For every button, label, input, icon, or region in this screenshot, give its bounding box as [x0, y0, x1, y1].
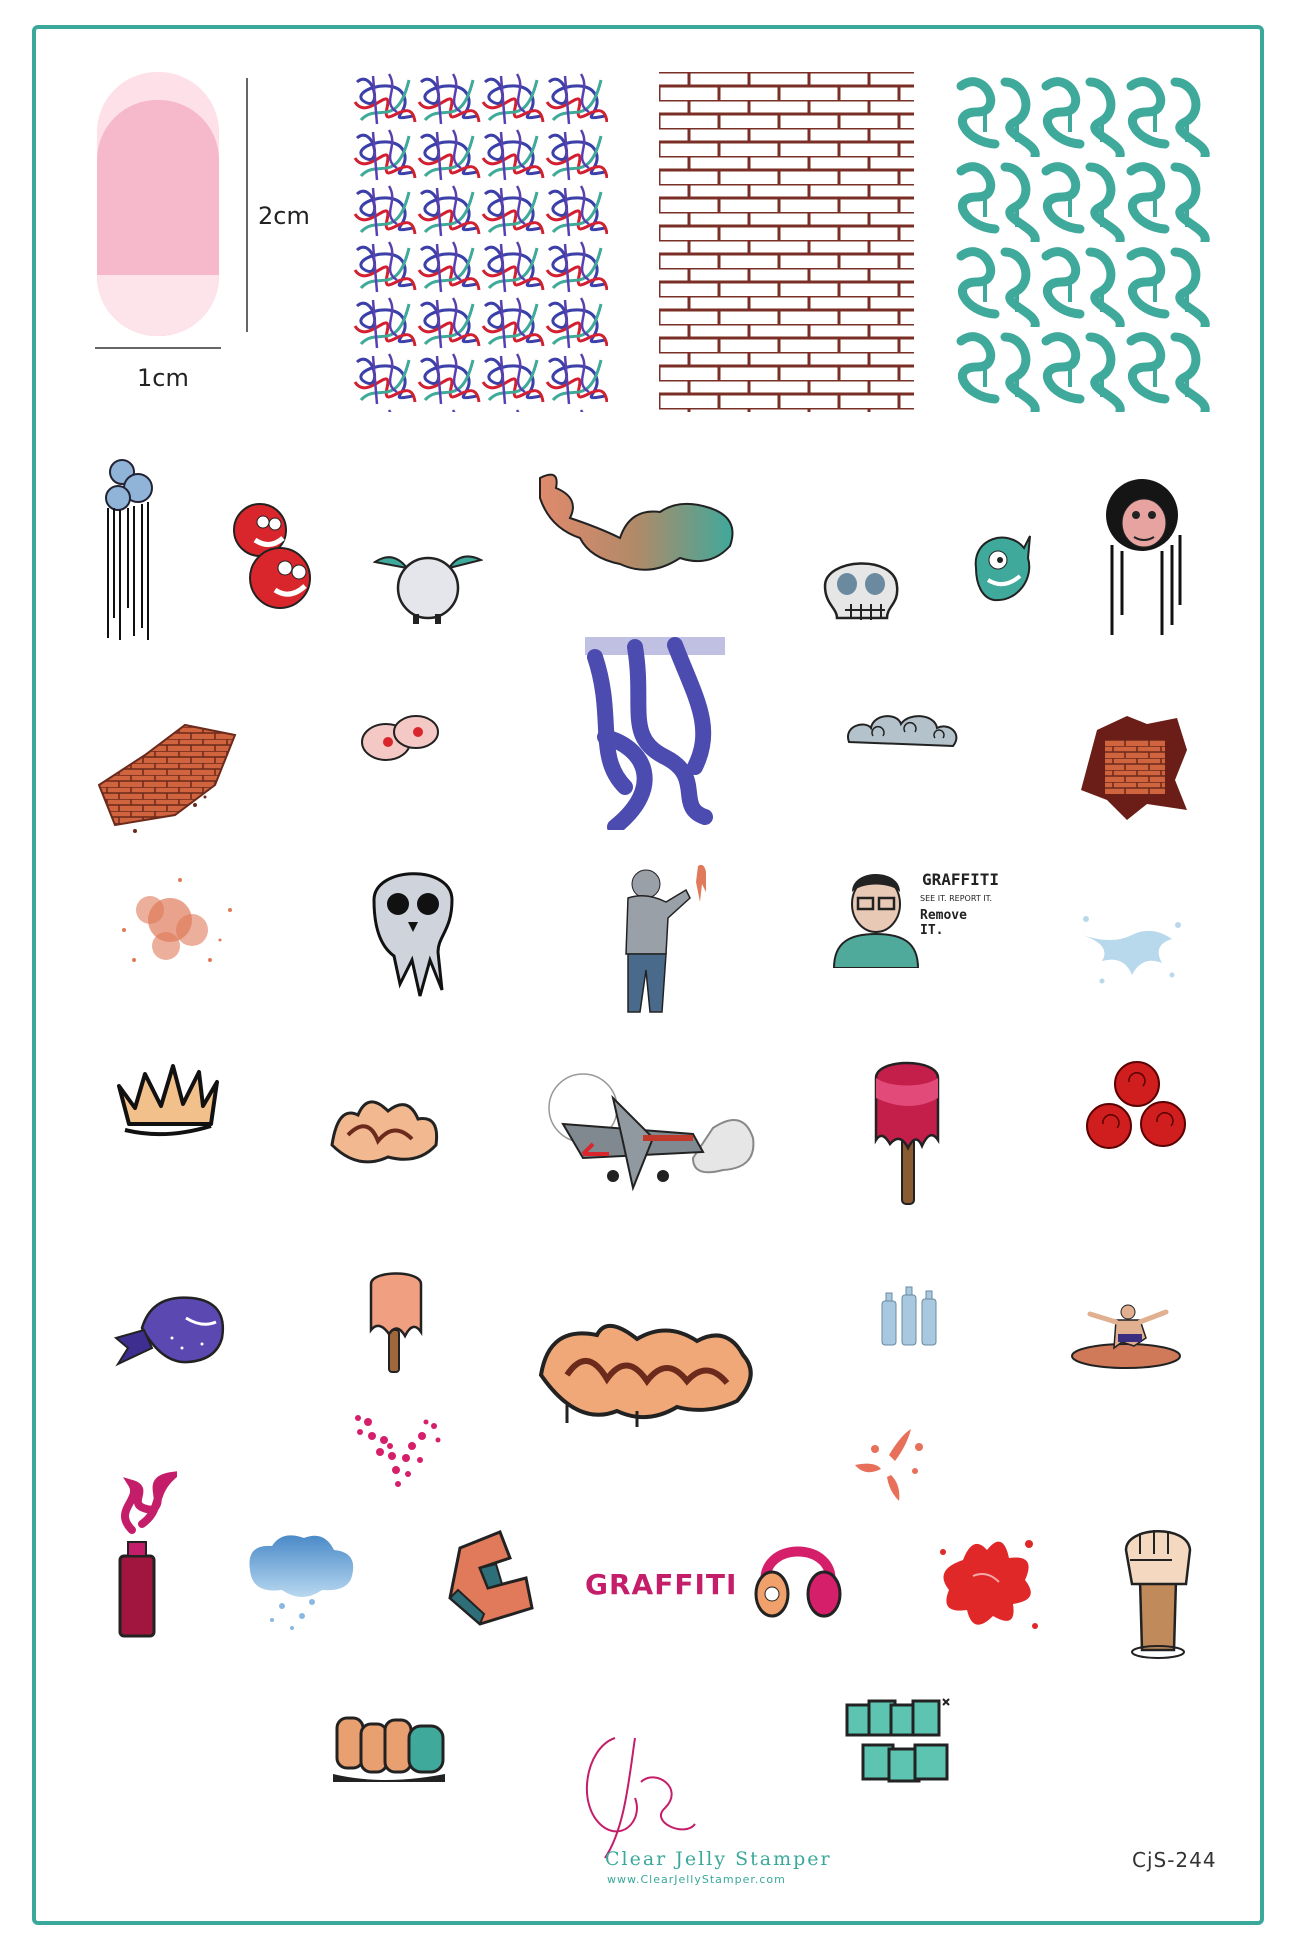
purple-tag-panel-icon: [585, 637, 725, 830]
purple-whale-icon: [112, 1288, 232, 1373]
orange-speckle-spray-icon: [110, 870, 245, 985]
plate-code: CjS-244: [1132, 1848, 1217, 1872]
orange-paint-splash-icon: [845, 1425, 927, 1503]
broken-brick-wall-icon: [95, 715, 240, 840]
eyes-blob-icon: [358, 710, 443, 765]
roses-icon: [1085, 1060, 1190, 1155]
bubble-letters-icon: [333, 1708, 451, 1783]
dripping-popsicle-icon: [870, 1058, 945, 1208]
cloud-drip-icon: [100, 458, 160, 643]
graffiti-word: GRAFFITI: [585, 1568, 738, 1601]
raised-fist-icon: [1120, 1520, 1195, 1660]
red-paint-splat-icon: [933, 1530, 1041, 1640]
dripping-skull-icon: [368, 860, 458, 1000]
red-fuzzy-monsters-icon: [225, 500, 315, 615]
poster-line1: SEE IT. REPORT IT.: [920, 894, 993, 903]
crown-icon: [115, 1060, 220, 1140]
melting-ice-pop-icon: [365, 1270, 427, 1375]
skull-icon: [815, 548, 905, 628]
brand-name: Clear Jelly Stamper: [605, 1848, 832, 1870]
graffiti-tags-pattern: [353, 72, 608, 412]
poster-line2: Remove IT.: [920, 908, 967, 938]
height-label: 2cm: [258, 202, 310, 230]
nail-shape-icon: [95, 70, 255, 370]
headphones-icon: [752, 1530, 844, 1622]
hooded-graffiti-artist-icon: [610, 862, 725, 1022]
brick-wall-pattern: [659, 72, 914, 412]
brick-splatter-icon: [1077, 710, 1192, 825]
wildstyle-burner-piece-icon: [537, 1315, 762, 1430]
spray-can-icon: [102, 1470, 177, 1640]
3d-letter-c-icon: [440, 1528, 535, 1628]
shark-plane-icon: [543, 1058, 758, 1198]
smoke-trail-icon: [520, 468, 745, 583]
urban-art-tag-icon: [843, 1695, 955, 1790]
brand-logo-monogram: [565, 1728, 715, 1868]
width-label: 1cm: [137, 364, 189, 392]
poster-title: GRAFFITI: [922, 870, 1000, 889]
mint-drip-tags-pattern: [955, 72, 1210, 412]
pink-dotted-heart-icon: [350, 1412, 445, 1492]
monkey-drip-icon: [1100, 475, 1185, 640]
light-blue-splash-icon: [1072, 905, 1190, 990]
blue-spray-cloud-icon: [242, 1530, 360, 1635]
winged-ball-icon: [373, 548, 483, 628]
nail-size-guide: [95, 70, 255, 370]
brand-url: www.ClearJellyStamper.com: [607, 1873, 786, 1886]
teal-fish-monster-icon: [968, 528, 1033, 608]
swirl-cloud-icon: [843, 710, 963, 755]
spray-cans-icon: [880, 1285, 940, 1347]
surfer-icon: [1070, 1302, 1182, 1374]
wildstyle-letters-icon: [328, 1085, 443, 1175]
graffiti-warning-poster-icon: [830, 868, 1000, 973]
